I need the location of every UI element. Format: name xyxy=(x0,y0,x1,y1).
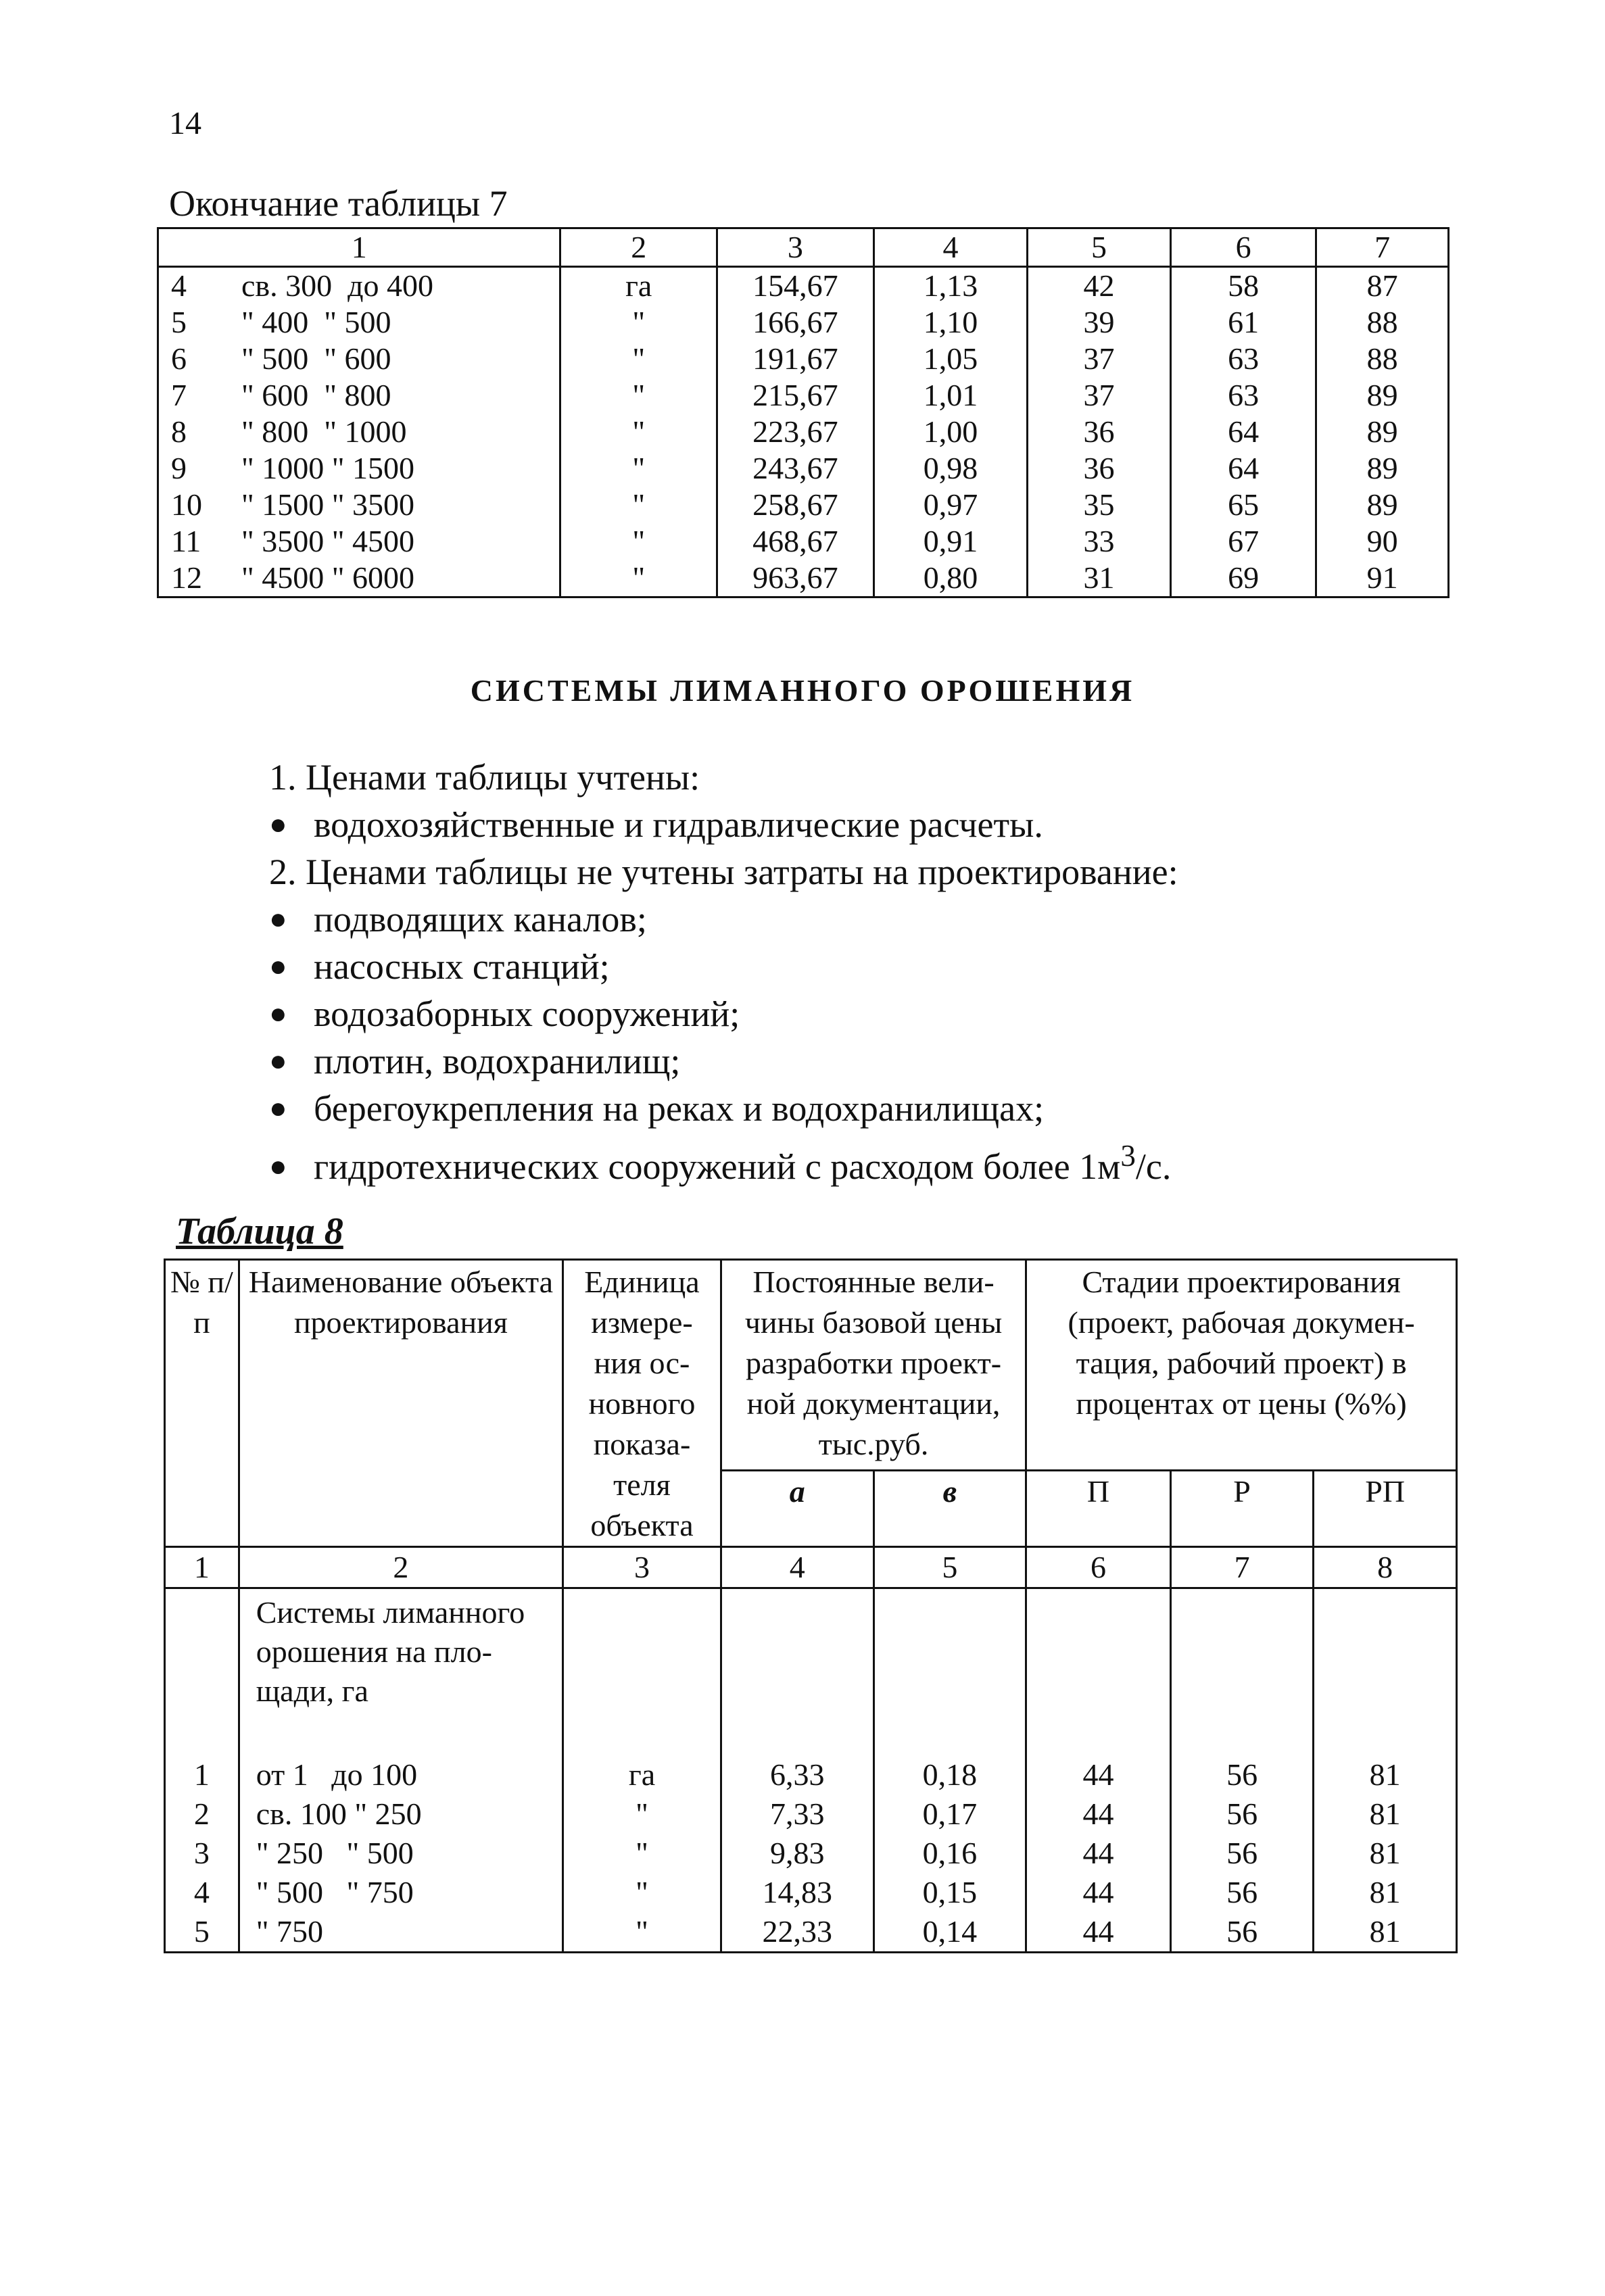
row-name: " 400 " 500 xyxy=(241,305,391,339)
unit-cell: " xyxy=(560,304,717,341)
page-number: 14 xyxy=(169,105,201,141)
table-row xyxy=(158,304,1449,341)
value-p-cell: 44 xyxy=(1026,1794,1171,1834)
bullet-text: плотин, водохранилищ; xyxy=(314,1041,681,1081)
value-a-cell: 468,67 xyxy=(717,523,873,560)
value-r-cell: 69 xyxy=(1170,560,1316,597)
note-bullet xyxy=(269,1085,1178,1132)
value-rp-cell: 90 xyxy=(1316,523,1449,560)
row-name: " 500 " 750 xyxy=(239,1873,562,1912)
notes xyxy=(269,754,1178,1190)
column-number: 2 xyxy=(239,1547,562,1588)
header-p: П xyxy=(1026,1471,1171,1547)
table-row xyxy=(165,1873,1457,1912)
group-description: Системы лиманного орошения на пло- щади, га xyxy=(239,1588,562,1756)
value-a-cell: 22,33 xyxy=(721,1912,873,1953)
row-name: " 1000 " 1500 xyxy=(241,451,415,485)
table-row xyxy=(165,1912,1457,1953)
row-number: 2 xyxy=(165,1794,239,1834)
value-a-cell: 154,67 xyxy=(717,267,873,305)
table-8-column-numbers xyxy=(165,1547,1457,1588)
bullet-text: водозаборных сооружений; xyxy=(314,994,740,1034)
bullet-text-end: /с. xyxy=(1135,1146,1172,1187)
value-p-cell: 44 xyxy=(1026,1755,1171,1794)
empty-cell xyxy=(721,1588,873,1756)
table-row xyxy=(158,414,1449,450)
value-p-cell: 37 xyxy=(1028,377,1171,414)
bullet-text: водохозяйственные и гидравлические расчеты. xyxy=(314,804,1043,845)
value-a-cell: 14,83 xyxy=(721,1873,873,1912)
row-name: " 750 xyxy=(239,1912,562,1953)
empty-cell xyxy=(1314,1588,1457,1756)
table-8-caption: Таблица 8 xyxy=(176,1211,343,1252)
row-name: " 1500 " 3500 xyxy=(241,487,415,522)
value-rp-cell: 88 xyxy=(1316,341,1449,377)
value-a-cell: 258,67 xyxy=(717,487,873,523)
value-p-cell: 44 xyxy=(1026,1873,1171,1912)
table-row xyxy=(158,560,1449,597)
row-label-cell xyxy=(158,341,560,377)
row-label-cell xyxy=(158,450,560,487)
bullet-icon: ● xyxy=(269,902,287,935)
value-p-cell: 33 xyxy=(1028,523,1171,560)
value-b-cell: 0,16 xyxy=(873,1834,1026,1873)
column-number: 3 xyxy=(717,228,873,267)
table-row xyxy=(158,523,1449,560)
continuation-title: Окончание таблицы 7 xyxy=(169,183,508,224)
value-r-cell: 64 xyxy=(1170,450,1316,487)
bullet-icon: ● xyxy=(269,1044,287,1077)
note-bullet xyxy=(269,990,1178,1037)
bullet-icon: ● xyxy=(269,1092,287,1125)
value-rp-cell: 89 xyxy=(1316,487,1449,523)
column-number: 3 xyxy=(563,1547,721,1588)
value-a-cell: 223,67 xyxy=(717,414,873,450)
value-a-cell: 191,67 xyxy=(717,341,873,377)
value-r-cell: 56 xyxy=(1170,1755,1314,1794)
row-name: " 250 " 500 xyxy=(239,1834,562,1873)
column-number: 8 xyxy=(1314,1547,1457,1588)
table-row xyxy=(158,377,1449,414)
value-a-cell: 6,33 xyxy=(721,1755,873,1794)
bullet-text: берегоукрепления на реках и водохранилищах; xyxy=(314,1088,1045,1129)
column-number: 2 xyxy=(560,228,717,267)
table-row xyxy=(158,487,1449,523)
unit-cell: га xyxy=(560,267,717,305)
unit-cell: " xyxy=(560,523,717,560)
value-b-cell: 0,97 xyxy=(873,487,1028,523)
value-r-cell: 63 xyxy=(1170,377,1316,414)
row-number: 12 xyxy=(171,560,202,595)
value-r-cell: 56 xyxy=(1170,1873,1314,1912)
unit-cell: " xyxy=(560,450,717,487)
column-number: 5 xyxy=(1028,228,1171,267)
row-name: св. 300 до 400 xyxy=(241,268,434,303)
value-rp-cell: 81 xyxy=(1314,1873,1457,1912)
value-p-cell: 37 xyxy=(1028,341,1171,377)
column-number: 4 xyxy=(873,228,1028,267)
row-number: 6 xyxy=(171,341,187,376)
column-number: 7 xyxy=(1316,228,1449,267)
bullet-icon: ● xyxy=(269,1150,287,1183)
value-b-cell: 0,91 xyxy=(873,523,1028,560)
value-rp-cell: 87 xyxy=(1316,267,1449,305)
header-stages: Стадии проектирования (проект, рабочая докумен- тация, рабочий проект) в процентах от цены (%%) xyxy=(1026,1260,1457,1471)
row-name: " 500 " 600 xyxy=(241,341,391,376)
empty-cell xyxy=(1026,1588,1171,1756)
row-label-cell xyxy=(158,304,560,341)
unit-cell: " xyxy=(560,341,717,377)
note-paragraph-1: 1. Ценами таблицы учтены: xyxy=(269,757,700,798)
row-number: 4 xyxy=(165,1873,239,1912)
empty-cell xyxy=(1170,1588,1314,1756)
row-name: " 600 " 800 xyxy=(241,378,391,412)
value-rp-cell: 81 xyxy=(1314,1755,1457,1794)
value-r-cell: 64 xyxy=(1170,414,1316,450)
table-8 xyxy=(164,1259,1458,1953)
column-number: 1 xyxy=(158,228,560,267)
value-a-cell: 963,67 xyxy=(717,560,873,597)
header-b: в xyxy=(873,1471,1026,1547)
row-number: 4 xyxy=(171,268,187,303)
row-number: 10 xyxy=(171,487,202,522)
value-a-cell: 166,67 xyxy=(717,304,873,341)
value-r-cell: 56 xyxy=(1170,1912,1314,1953)
value-r-cell: 56 xyxy=(1170,1794,1314,1834)
column-number: 4 xyxy=(721,1547,873,1588)
table-row xyxy=(165,1794,1457,1834)
header-name: Наименование объекта проектирования xyxy=(239,1260,562,1547)
value-p-cell: 42 xyxy=(1028,267,1171,305)
row-number: 9 xyxy=(171,451,187,485)
bullet-icon: ● xyxy=(269,997,287,1030)
header-a: а xyxy=(721,1471,873,1547)
column-number: 1 xyxy=(165,1547,239,1588)
note-bullet xyxy=(269,1132,1178,1190)
row-number: 1 xyxy=(165,1755,239,1794)
value-rp-cell: 89 xyxy=(1316,377,1449,414)
row-number: 5 xyxy=(171,305,187,339)
header-r: Р xyxy=(1170,1471,1314,1547)
empty-cell xyxy=(873,1588,1026,1756)
header-rp: РП xyxy=(1314,1471,1457,1547)
value-a-cell: 7,33 xyxy=(721,1794,873,1834)
row-label-cell xyxy=(158,267,560,305)
column-number: 7 xyxy=(1170,1547,1314,1588)
row-number: 11 xyxy=(171,524,201,558)
header-constants: Постоянные вели- чины базовой цены разработки проект- ной документации, тыс.руб. xyxy=(721,1260,1026,1471)
group-row xyxy=(165,1588,1457,1756)
unit-cell: " xyxy=(563,1794,721,1834)
value-a-cell: 9,83 xyxy=(721,1834,873,1873)
note-bullet xyxy=(269,896,1178,943)
table-row xyxy=(165,1834,1457,1873)
row-label-cell xyxy=(158,560,560,597)
value-rp-cell: 88 xyxy=(1316,304,1449,341)
value-b-cell: 0,80 xyxy=(873,560,1028,597)
value-b-cell: 1,00 xyxy=(873,414,1028,450)
bullet-icon: ● xyxy=(269,950,287,983)
bullet-icon: ● xyxy=(269,808,287,841)
value-b-cell: 1,13 xyxy=(873,267,1028,305)
row-label-cell xyxy=(158,414,560,450)
row-label-cell xyxy=(158,523,560,560)
empty-cell xyxy=(563,1588,721,1756)
value-r-cell: 56 xyxy=(1170,1834,1314,1873)
section-heading: СИСТЕМЫ ЛИМАННОГО ОРОШЕНИЯ xyxy=(470,673,1135,708)
column-number: 5 xyxy=(873,1547,1026,1588)
table-row xyxy=(158,267,1449,305)
unit-cell: " xyxy=(563,1834,721,1873)
empty-cell xyxy=(165,1588,239,1756)
value-p-cell: 35 xyxy=(1028,487,1171,523)
note-bullet xyxy=(269,1037,1178,1085)
value-a-cell: 215,67 xyxy=(717,377,873,414)
value-r-cell: 58 xyxy=(1170,267,1316,305)
table-row xyxy=(158,450,1449,487)
row-name: " 800 " 1000 xyxy=(241,414,407,449)
value-b-cell: 1,10 xyxy=(873,304,1028,341)
unit-cell: " xyxy=(560,377,717,414)
value-r-cell: 65 xyxy=(1170,487,1316,523)
value-p-cell: 39 xyxy=(1028,304,1171,341)
value-rp-cell: 89 xyxy=(1316,450,1449,487)
row-name: св. 100 " 250 xyxy=(239,1794,562,1834)
column-number: 6 xyxy=(1170,228,1316,267)
value-p-cell: 36 xyxy=(1028,414,1171,450)
value-r-cell: 63 xyxy=(1170,341,1316,377)
column-number: 6 xyxy=(1026,1547,1171,1588)
table-7-column-numbers xyxy=(158,228,1449,267)
value-r-cell: 61 xyxy=(1170,304,1316,341)
row-name: " 4500 " 6000 xyxy=(241,560,415,595)
value-p-cell: 44 xyxy=(1026,1834,1171,1873)
value-rp-cell: 89 xyxy=(1316,414,1449,450)
bullet-text: насосных станций; xyxy=(314,946,610,987)
row-label-cell xyxy=(158,377,560,414)
value-b-cell: 0,15 xyxy=(873,1873,1026,1912)
row-number: 5 xyxy=(165,1912,239,1953)
header-unit: Единица измере- ния ос- новного показа- теля объекта xyxy=(563,1260,721,1547)
value-p-cell: 44 xyxy=(1026,1912,1171,1953)
header-num: № п/п xyxy=(165,1260,239,1547)
row-label-cell xyxy=(158,487,560,523)
row-number: 3 xyxy=(165,1834,239,1873)
unit-cell: " xyxy=(560,414,717,450)
value-a-cell: 243,67 xyxy=(717,450,873,487)
value-p-cell: 31 xyxy=(1028,560,1171,597)
value-r-cell: 67 xyxy=(1170,523,1316,560)
value-b-cell: 1,01 xyxy=(873,377,1028,414)
unit-cell: " xyxy=(563,1873,721,1912)
unit-cell: " xyxy=(560,560,717,597)
superscript: 3 xyxy=(1120,1139,1136,1173)
row-name: " 3500 " 4500 xyxy=(241,524,415,558)
bullet-text: гидротехнических сооружений с расходом более 1м xyxy=(314,1146,1121,1187)
value-rp-cell: 81 xyxy=(1314,1834,1457,1873)
value-rp-cell: 81 xyxy=(1314,1794,1457,1834)
value-rp-cell: 91 xyxy=(1316,560,1449,597)
row-name: от 1 до 100 xyxy=(239,1755,562,1794)
value-b-cell: 0,18 xyxy=(873,1755,1026,1794)
value-rp-cell: 81 xyxy=(1314,1912,1457,1953)
value-b-cell: 0,14 xyxy=(873,1912,1026,1953)
row-number: 8 xyxy=(171,414,187,449)
unit-cell: " xyxy=(560,487,717,523)
row-number: 7 xyxy=(171,378,187,412)
value-b-cell: 0,17 xyxy=(873,1794,1026,1834)
unit-cell: га xyxy=(563,1755,721,1794)
value-p-cell: 36 xyxy=(1028,450,1171,487)
value-b-cell: 1,05 xyxy=(873,341,1028,377)
note-bullet xyxy=(269,943,1178,990)
bullet-text: подводящих каналов; xyxy=(314,899,647,939)
unit-cell: " xyxy=(563,1912,721,1953)
note-paragraph-2: 2. Ценами таблицы не учтены затраты на проектирование: xyxy=(269,852,1178,892)
note-bullet xyxy=(269,801,1178,848)
value-b-cell: 0,98 xyxy=(873,450,1028,487)
table-row xyxy=(158,341,1449,377)
table-row xyxy=(165,1755,1457,1794)
table-7-continuation xyxy=(157,227,1450,598)
